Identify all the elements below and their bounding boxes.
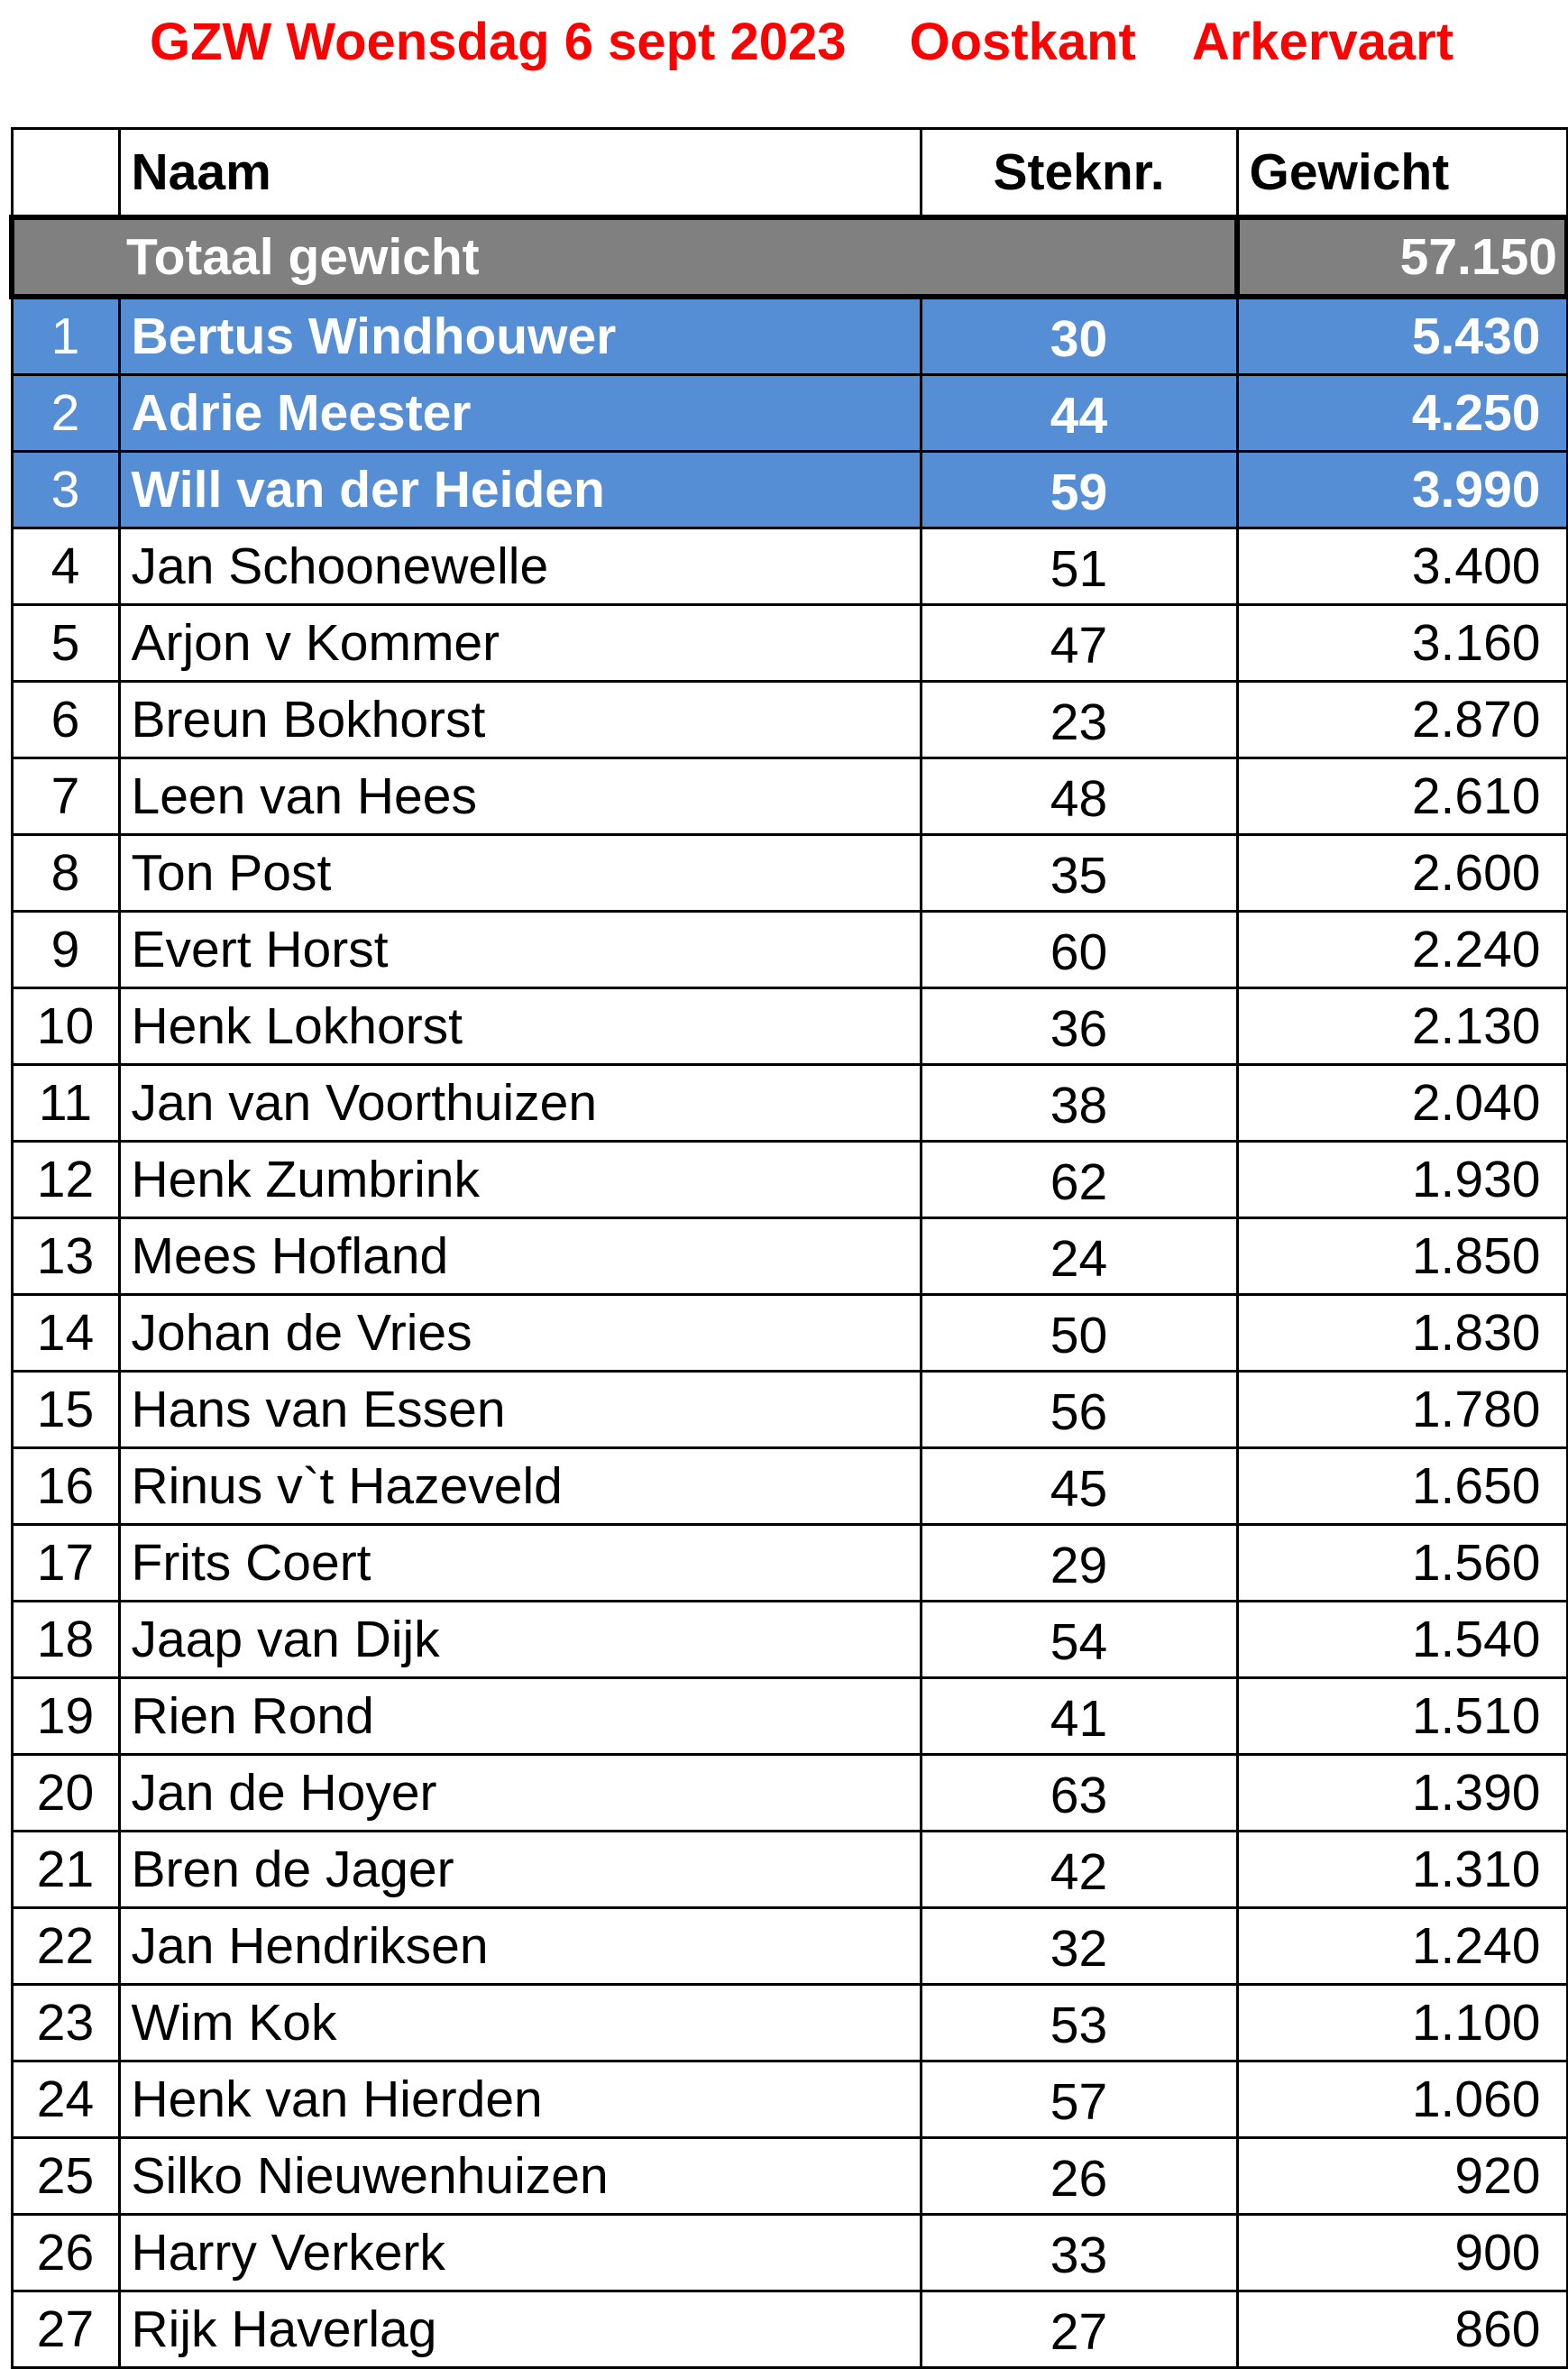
weight-cell: 2.870 <box>1237 682 1567 758</box>
rank-cell: 11 <box>12 1065 119 1142</box>
name-cell: Leen van Hees <box>119 758 921 835</box>
weight-cell: 1.510 <box>1237 1678 1567 1755</box>
table-row <box>12 1448 1567 1525</box>
table-row <box>12 1372 1567 1448</box>
table-row <box>12 297 1567 375</box>
name-cell: Mees Hofland <box>119 1218 921 1295</box>
rank-cell: 27 <box>12 2291 119 2368</box>
rank-cell: 7 <box>12 758 119 835</box>
weight-cell: 1.830 <box>1237 1295 1567 1372</box>
weight-cell: 1.850 <box>1237 1218 1567 1295</box>
stek-cell: 54 <box>921 1602 1237 1678</box>
total-value: 57.150 <box>1237 217 1567 297</box>
table-row <box>12 912 1567 988</box>
name-cell: Jaap van Dijk <box>119 1602 921 1678</box>
table-row <box>12 835 1567 912</box>
table-row <box>12 528 1567 605</box>
weight-cell: 4.250 <box>1237 375 1567 452</box>
stek-cell: 56 <box>921 1372 1237 1448</box>
table-row <box>12 1218 1567 1295</box>
name-cell: Silko Nieuwenhuizen <box>119 2138 921 2215</box>
name-cell: Will van der Heiden <box>119 452 921 528</box>
title-side: Oostkant <box>909 12 1136 71</box>
name-cell: Bertus Windhouwer <box>119 297 921 375</box>
weight-cell: 1.390 <box>1237 1755 1567 1832</box>
table-row <box>12 1755 1567 1832</box>
table-row <box>12 375 1567 452</box>
rank-cell: 17 <box>12 1525 119 1602</box>
stek-cell: 36 <box>921 988 1237 1065</box>
stek-cell: 63 <box>921 1755 1237 1832</box>
stek-cell: 62 <box>921 1142 1237 1218</box>
header-weight: Gewicht <box>1237 129 1567 218</box>
name-cell: Arjon v Kommer <box>119 605 921 682</box>
name-cell: Jan de Hoyer <box>119 1755 921 1832</box>
weight-cell: 1.100 <box>1237 1985 1567 2061</box>
stek-cell: 33 <box>921 2215 1237 2291</box>
stek-cell: 44 <box>921 375 1237 452</box>
name-cell: Jan van Voorthuizen <box>119 1065 921 1142</box>
rank-cell: 21 <box>12 1832 119 1908</box>
rank-cell: 3 <box>12 452 119 528</box>
rank-cell: 9 <box>12 912 119 988</box>
stek-cell: 32 <box>921 1908 1237 1985</box>
weight-cell: 2.600 <box>1237 835 1567 912</box>
weight-cell: 860 <box>1237 2291 1567 2368</box>
weight-cell: 1.930 <box>1237 1142 1567 1218</box>
name-cell: Frits Coert <box>119 1525 921 1602</box>
rank-cell: 20 <box>12 1755 119 1832</box>
name-cell: Ton Post <box>119 835 921 912</box>
rank-cell: 16 <box>12 1448 119 1525</box>
stek-cell: 47 <box>921 605 1237 682</box>
stek-cell: 48 <box>921 758 1237 835</box>
name-cell: Bren de Jager <box>119 1832 921 1908</box>
name-cell: Henk van Hierden <box>119 2061 921 2138</box>
table-row <box>12 2215 1567 2291</box>
rank-cell: 14 <box>12 1295 119 1372</box>
table-row <box>12 1142 1567 1218</box>
rank-cell: 1 <box>12 297 119 375</box>
weight-cell: 1.780 <box>1237 1372 1567 1448</box>
header-name: Naam <box>119 129 921 218</box>
table-row <box>12 1832 1567 1908</box>
total-row <box>12 217 1567 297</box>
weight-cell: 1.560 <box>1237 1525 1567 1602</box>
name-cell: Henk Zumbrink <box>119 1142 921 1218</box>
stek-cell: 26 <box>921 2138 1237 2215</box>
stek-cell: 60 <box>921 912 1237 988</box>
header-row <box>12 129 1567 218</box>
stek-cell: 24 <box>921 1218 1237 1295</box>
stek-cell: 41 <box>921 1678 1237 1755</box>
rank-cell: 19 <box>12 1678 119 1755</box>
weight-cell: 3.160 <box>1237 605 1567 682</box>
table-row <box>12 1678 1567 1755</box>
rank-cell: 12 <box>12 1142 119 1218</box>
rank-cell: 4 <box>12 528 119 605</box>
rank-cell: 22 <box>12 1908 119 1985</box>
rank-cell: 18 <box>12 1602 119 1678</box>
weight-cell: 2.040 <box>1237 1065 1567 1142</box>
rank-cell: 8 <box>12 835 119 912</box>
table-row <box>12 452 1567 528</box>
stek-cell: 51 <box>921 528 1237 605</box>
name-cell: Harry Verkerk <box>119 2215 921 2291</box>
table-row <box>12 1985 1567 2061</box>
stek-cell: 50 <box>921 1295 1237 1372</box>
rank-cell: 15 <box>12 1372 119 1448</box>
table-row <box>12 1602 1567 1678</box>
rank-cell: 6 <box>12 682 119 758</box>
weight-cell: 920 <box>1237 2138 1567 2215</box>
table-row <box>12 1065 1567 1142</box>
weight-cell: 2.610 <box>1237 758 1567 835</box>
header-rank <box>12 129 119 218</box>
name-cell: Rijk Haverlag <box>119 2291 921 2368</box>
table-row <box>12 2291 1567 2368</box>
stek-cell: 30 <box>921 297 1237 375</box>
title-location: Arkervaart <box>1191 12 1454 71</box>
rank-cell: 10 <box>12 988 119 1065</box>
total-label: Totaal gewicht <box>12 217 1237 297</box>
stek-cell: 23 <box>921 682 1237 758</box>
name-cell: Jan Schoonewelle <box>119 528 921 605</box>
weight-cell: 1.540 <box>1237 1602 1567 1678</box>
name-cell: Adrie Meester <box>119 375 921 452</box>
rank-cell: 23 <box>12 1985 119 2061</box>
stek-cell: 53 <box>921 1985 1237 2061</box>
table-row <box>12 1295 1567 1372</box>
results-table <box>9 127 1568 2369</box>
weight-cell: 2.240 <box>1237 912 1567 988</box>
stek-cell: 27 <box>921 2291 1237 2368</box>
rank-cell: 24 <box>12 2061 119 2138</box>
stek-cell: 42 <box>921 1832 1237 1908</box>
weight-cell: 3.990 <box>1237 452 1567 528</box>
weight-cell: 1.240 <box>1237 1908 1567 1985</box>
name-cell: Breun Bokhorst <box>119 682 921 758</box>
table-row <box>12 2138 1567 2215</box>
weight-cell: 1.060 <box>1237 2061 1567 2138</box>
name-cell: Rinus v`t Hazeveld <box>119 1448 921 1525</box>
rank-cell: 2 <box>12 375 119 452</box>
name-cell: Rien Rond <box>119 1678 921 1755</box>
header-stek: Steknr. <box>921 129 1237 218</box>
name-cell: Henk Lokhorst <box>119 988 921 1065</box>
weight-cell: 1.650 <box>1237 1448 1567 1525</box>
rank-cell: 25 <box>12 2138 119 2215</box>
table-row <box>12 1908 1567 1985</box>
table-row <box>12 988 1567 1065</box>
weight-cell: 900 <box>1237 2215 1567 2291</box>
stek-cell: 57 <box>921 2061 1237 2138</box>
stek-cell: 38 <box>921 1065 1237 1142</box>
stek-cell: 45 <box>921 1448 1237 1525</box>
table-row <box>12 2061 1567 2138</box>
table-row <box>12 1525 1567 1602</box>
name-cell: Jan Hendriksen <box>119 1908 921 1985</box>
table-row <box>12 682 1567 758</box>
rank-cell: 5 <box>12 605 119 682</box>
weight-cell: 5.430 <box>1237 297 1567 375</box>
page-title <box>150 5 1453 78</box>
stek-cell: 29 <box>921 1525 1237 1602</box>
name-cell: Johan de Vries <box>119 1295 921 1372</box>
title-competition: GZW Woensdag 6 sept 2023 <box>150 12 847 71</box>
stek-cell: 59 <box>921 452 1237 528</box>
weight-cell: 2.130 <box>1237 988 1567 1065</box>
name-cell: Wim Kok <box>119 1985 921 2061</box>
weight-cell: 1.310 <box>1237 1832 1567 1908</box>
stek-cell: 35 <box>921 835 1237 912</box>
name-cell: Hans van Essen <box>119 1372 921 1448</box>
name-cell: Evert Horst <box>119 912 921 988</box>
rank-cell: 13 <box>12 1218 119 1295</box>
table-row <box>12 758 1567 835</box>
rank-cell: 26 <box>12 2215 119 2291</box>
table-row <box>12 605 1567 682</box>
weight-cell: 3.400 <box>1237 528 1567 605</box>
